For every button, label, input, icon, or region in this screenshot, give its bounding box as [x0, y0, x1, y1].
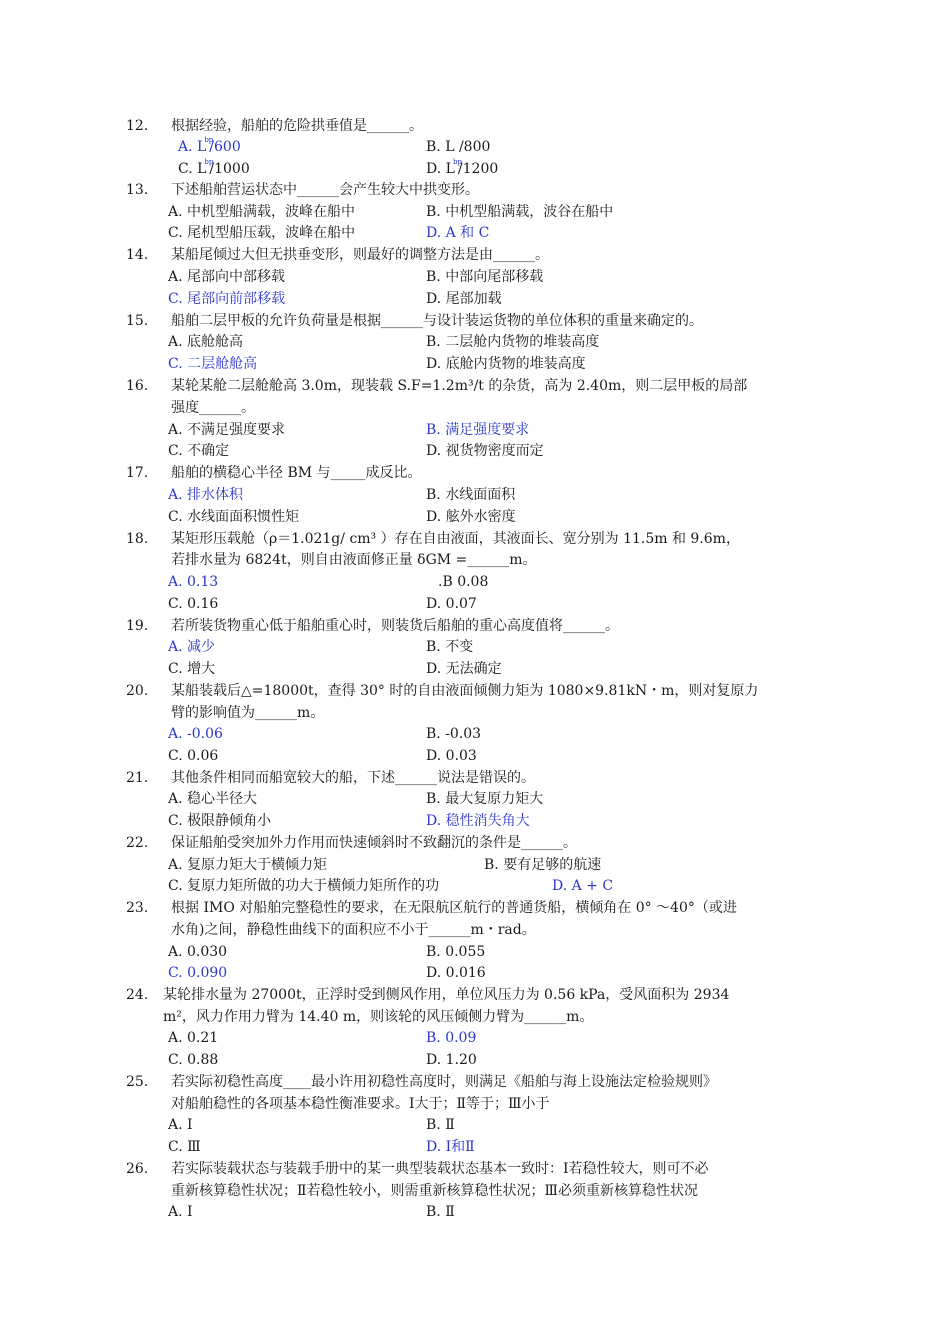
- option-b: B. Ⅱ: [426, 1117, 455, 1133]
- option-c: C. 增大: [168, 661, 216, 677]
- option-c: C. 0.16: [168, 596, 219, 612]
- option-b: B. 最大复原力矩大: [426, 791, 544, 807]
- option-a: A. 尾部向中部移载: [168, 269, 286, 285]
- option-d: D. 稳性消失角大: [426, 813, 530, 829]
- question-stem: 若所装货物重心低于船舶重心时，则装货后船舶的重心高度值将______。: [171, 618, 619, 634]
- option-c: C. Ⅲ: [168, 1139, 201, 1155]
- option-b: B. 要有足够的航速: [484, 857, 602, 873]
- question-stem: 船舶二层甲板的允许负荷量是根据______与设计装运货物的单位体积的重量来确定的。: [171, 313, 703, 329]
- option-a: A. 0.13: [168, 574, 219, 590]
- question-stem: 其他条件相同而船宽较大的船，下述______说法是错误的。: [171, 770, 535, 786]
- option-a: A. 0.030: [168, 944, 228, 960]
- option-d: D. 舷外水密度: [426, 509, 516, 525]
- option-c: C. 尾部向前部移载: [168, 291, 286, 307]
- option-a: A. 减少: [168, 639, 216, 655]
- option-a: A. $L^{bp}/600$: [178, 136, 241, 155]
- option-d: D. A 和 C: [426, 225, 490, 241]
- option-a: A. 复原力矩大于横倾力矩: [168, 857, 328, 873]
- question-stem-continued: 臂的影响值为______m。: [171, 705, 325, 721]
- question-number: 15.: [126, 313, 149, 329]
- question-stem: 某船装载后△=18000t，查得 30° 时的自由液面倾侧力矩为 1080×9.81kN・m，则对复原力: [171, 683, 759, 699]
- option-b: B. 不变: [426, 639, 474, 655]
- question-number: 22.: [126, 835, 149, 851]
- question-number: 17.: [126, 465, 149, 481]
- question-stem: 若实际装载状态与装载手册中的某一典型装载状态基本一致时：Ⅰ若稳性较大，则可不必: [171, 1161, 709, 1177]
- option-d: D. 尾部加载: [426, 291, 502, 307]
- option-d: D. $L^{bp}/1200$: [426, 158, 499, 177]
- question-number: 21.: [126, 770, 149, 786]
- question-number: 12.: [126, 118, 149, 134]
- option-d: D. 无法确定: [426, 661, 502, 677]
- option-c: C. 0.06: [168, 748, 219, 764]
- option-d: D. A + C: [552, 878, 614, 894]
- option-b: B. 0.055: [426, 944, 486, 960]
- option-b: B. Ⅱ: [426, 1204, 455, 1220]
- question-stem: 根据 IMO 对船舶完整稳性的要求，在无限航区航行的普通货船，横倾角在 0° ～40°（或进: [171, 900, 737, 916]
- question-stem: 根据经验，船舶的危险拱垂值是______。: [171, 118, 423, 134]
- question-number: 16.: [126, 378, 149, 394]
- option-d: D. 视货物密度而定: [426, 443, 544, 459]
- option-c: C. 水线面面积惯性矩: [168, 509, 300, 525]
- question-stem: 某矩形压载舱（ρ＝1.021g/ cm³ ）存在自由液面，其液面长、宽分别为 11.5m 和 9.6m，: [171, 531, 740, 547]
- question-number: 14.: [126, 247, 149, 263]
- option-c: C. 复原力矩所做的功大于横倾力矩所作的功: [168, 878, 440, 894]
- question-stem-continued: m²，风力作用力臂为 14.40 m，则该轮的风压倾侧力臂为______m。: [163, 1009, 594, 1025]
- option-a: A. 0.21: [168, 1030, 219, 1046]
- option-b: B. 水线面面积: [426, 487, 516, 503]
- option-d: D. 底舱内货物的堆装高度: [426, 356, 586, 372]
- option-d: D. 0.016: [426, 965, 486, 981]
- option-b: B. -0.03: [426, 726, 482, 742]
- option-b: .B 0.08: [438, 574, 489, 590]
- option-a: A. 中机型船满载，波峰在船中: [168, 204, 356, 220]
- question-stem-continued: 重新核算稳性状况；Ⅱ若稳性较小，则需重新核算稳性状况；Ⅲ必须重新核算稳性状况: [171, 1183, 699, 1199]
- question-number: 24.: [126, 987, 149, 1003]
- option-a: A. 稳心半径大: [168, 791, 258, 807]
- question-stem-continued: 对船舶稳性的各项基本稳性衡准要求。Ⅰ大于；Ⅱ等于；Ⅲ小于: [171, 1096, 550, 1112]
- option-c: C. 0.88: [168, 1052, 219, 1068]
- option-b: B. 二层舱内货物的堆装高度: [426, 334, 600, 350]
- option-d: D. Ⅰ和Ⅱ: [426, 1139, 475, 1155]
- question-number: 18.: [126, 531, 149, 547]
- question-stem: 保证船舶受突加外力作用而快速倾斜时不致翻沉的条件是______。: [171, 835, 577, 851]
- question-number: 19.: [126, 618, 149, 634]
- option-a: A. Ⅰ: [168, 1117, 193, 1133]
- question-stem-continued: 强度______。: [171, 400, 255, 416]
- option-a: A. 底舱舱高: [168, 334, 244, 350]
- question-stem-continued: 水角)之间，静稳性曲线下的面积应不小于______m・rad。: [171, 922, 536, 938]
- question-stem-continued: 若排水量为 6824t，则自由液面修正量 δGM =______m。: [171, 552, 537, 568]
- question-stem: 某轮某舱二层舱舱高 3.0m，现装载 S.F=1.2m³/t 的杂货，高为 2.40m，则二层甲板的局部: [171, 378, 748, 394]
- question-number: 25.: [126, 1074, 149, 1090]
- option-c: C. 极限静倾角小: [168, 813, 272, 829]
- option-c: C. 不确定: [168, 443, 230, 459]
- option-c: C. 0.090: [168, 965, 228, 981]
- option-c: C. 二层舱舱高: [168, 356, 258, 372]
- question-number: 13.: [126, 182, 149, 198]
- option-a: A. 不满足强度要求: [168, 422, 286, 438]
- option-d: D. 0.03: [426, 748, 477, 764]
- question-stem: 某船尾倾过大但无拱垂变形，则最好的调整方法是由______。: [171, 247, 549, 263]
- question-number: 23.: [126, 900, 149, 916]
- question-number: 20.: [126, 683, 149, 699]
- question-number: 26.: [126, 1161, 149, 1177]
- question-stem: 船舶的横稳心半径 BM 与_____成反比。: [171, 465, 422, 481]
- question-stem: 下述船舶营运状态中______会产生较大中拱变形。: [171, 182, 479, 198]
- option-a: A. 排水体积: [168, 487, 244, 503]
- option-c: C. $L^{bp}/1000$: [178, 158, 250, 177]
- option-c: C. 尾机型船压载，波峰在船中: [168, 225, 356, 241]
- option-b: B. 0.09: [426, 1030, 477, 1046]
- option-a: A. -0.06: [168, 726, 223, 742]
- option-b: B. 中机型船满载，波谷在船中: [426, 204, 614, 220]
- option-d: D. 0.07: [426, 596, 477, 612]
- option-b: B. L /800: [426, 139, 491, 155]
- option-b: B. 满足强度要求: [426, 422, 530, 438]
- question-stem: 若实际初稳性高度____最小许用初稳性高度时，则满足《船舶与海上设施法定检验规则》: [171, 1074, 717, 1090]
- question-stem: 某轮排水量为 27000t，正浮时受到侧风作用，单位风压力为 0.56 kPa，受风面积为 2934: [163, 987, 730, 1003]
- option-d: D. 1.20: [426, 1052, 477, 1068]
- option-a: A. Ⅰ: [168, 1204, 193, 1220]
- option-b: B. 中部向尾部移载: [426, 269, 544, 285]
